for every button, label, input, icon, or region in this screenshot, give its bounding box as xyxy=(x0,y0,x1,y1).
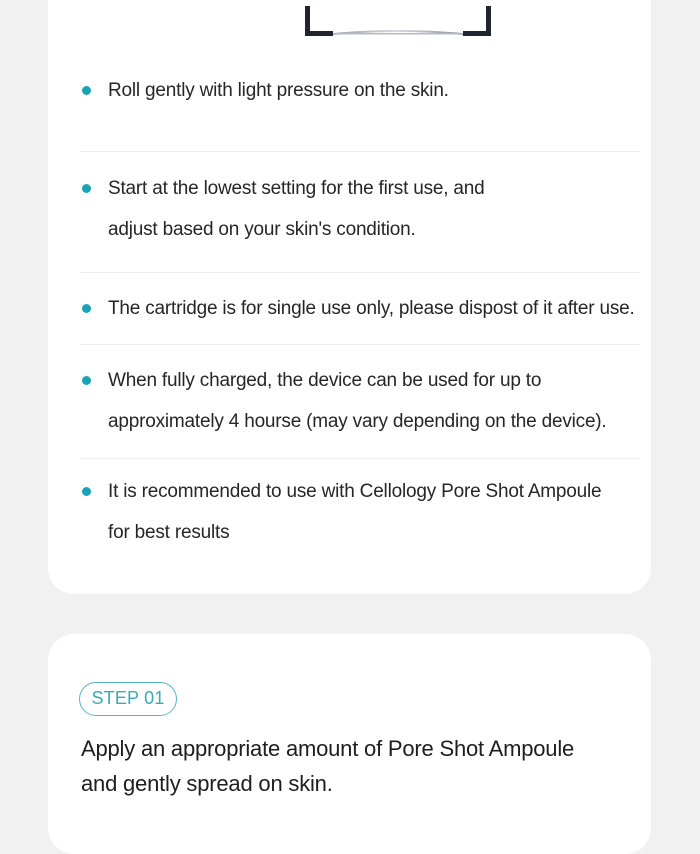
list-item xyxy=(80,152,640,273)
tip-text: The cartridge is for single use only, please dispost of it after use. xyxy=(108,298,635,319)
step-text-line: and gently spread on skin. xyxy=(81,771,333,796)
bullet-dot-icon xyxy=(82,376,91,385)
tips-list xyxy=(80,58,640,569)
bullet-dot-icon xyxy=(82,86,91,95)
step-card xyxy=(48,634,651,854)
bullet-dot-icon xyxy=(82,184,91,193)
step-description xyxy=(81,731,621,801)
tip-text: It is recommended to use with Cellology Pore Shot Ampoule xyxy=(108,481,602,502)
usage-tips-card xyxy=(48,0,651,594)
step-text-line: Apply an appropriate amount of Pore Shot Ampoule xyxy=(81,736,575,761)
tip-text: Roll gently with light pressure on the skin. xyxy=(108,80,449,101)
step-badge: STEP 01 xyxy=(79,682,177,716)
list-item xyxy=(80,345,640,459)
device-base-illustration xyxy=(303,6,493,38)
tip-text: adjust based on your skin's condition. xyxy=(108,219,416,240)
tip-text: Start at the lowest setting for the first use, and xyxy=(108,178,485,199)
list-item xyxy=(80,459,640,569)
list-item xyxy=(80,273,640,345)
bullet-dot-icon xyxy=(82,487,91,496)
bullet-dot-icon xyxy=(82,304,91,313)
tip-text: When fully charged, the device can be used for up to xyxy=(108,370,542,391)
tip-text: approximately 4 hourse (may vary depending on the device). xyxy=(108,411,607,432)
list-item xyxy=(80,58,640,152)
tip-text: for best results xyxy=(108,522,230,543)
